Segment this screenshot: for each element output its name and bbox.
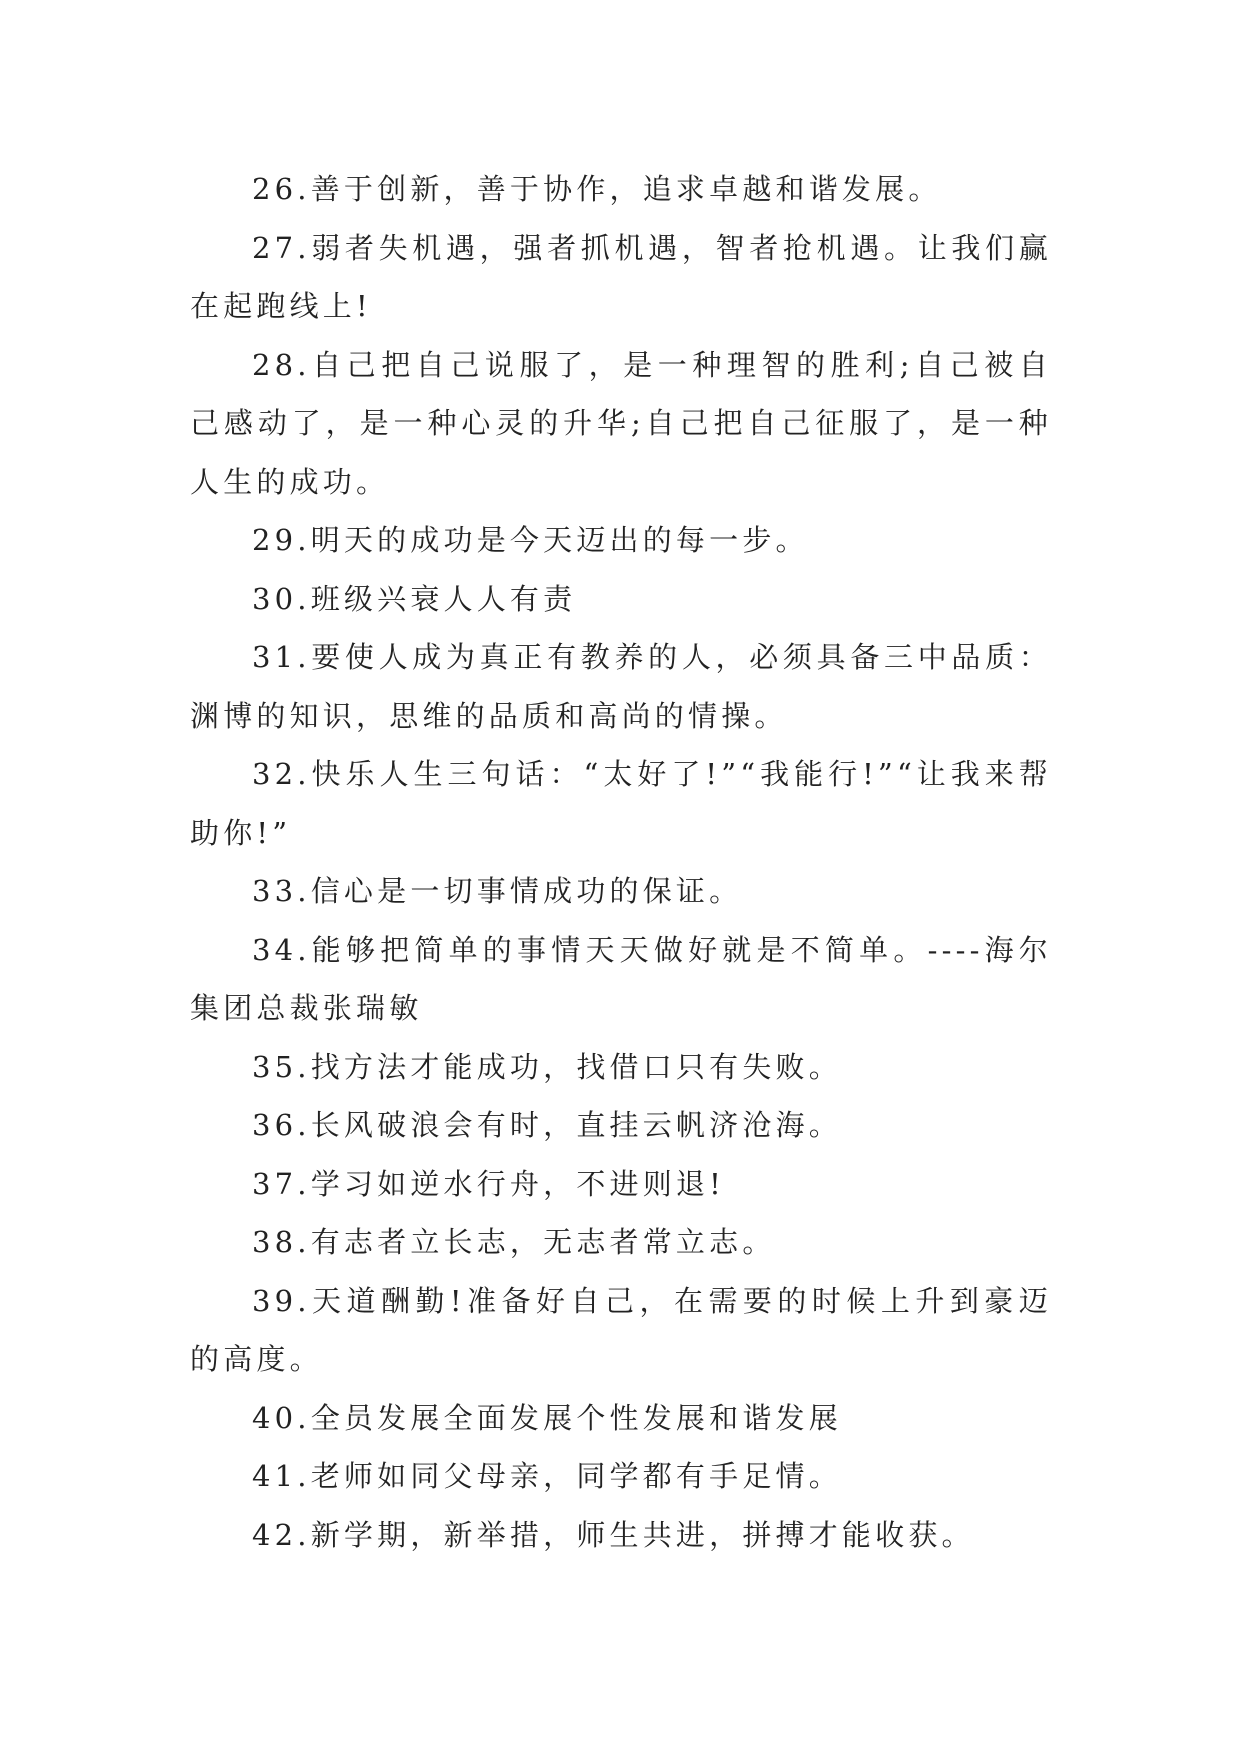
paragraph-34: 34.能够把简单的事情天天做好就是不简单。----海尔集团总裁张瑞敏 (190, 932, 1052, 1025)
paragraph-29: 29.明天的成功是今天迈出的每一步。 (252, 523, 809, 557)
paragraph-38: 38.有志者立长志，无志者常立志。 (252, 1225, 776, 1259)
paragraph-39: 39.天道酬勤!准备好自己，在需要的时候上升到豪迈的高度。 (190, 1283, 1052, 1376)
paragraph-30: 30.班级兴衰人人有责 (252, 581, 577, 616)
paragraph-41: 41.老师如同父母亲，同学都有手足情。 (252, 1459, 842, 1493)
paragraph-36: 36.长风破浪会有时，直挂云帆济沧海。 (252, 1108, 842, 1142)
paragraph-37: 37.学习如逆水行舟，不进则退! (252, 1166, 725, 1201)
document-body (190, 160, 1052, 1564)
paragraph-42: 42.新学期，新举措，师生共进，拼搏才能收获。 (252, 1517, 975, 1552)
paragraph-28: 28.自己把自己说服了，是一种理智的胜利;自己被自己感动了，是一种心灵的升华;自己把自己征服了，是一种人生的成功。 (190, 347, 1052, 499)
paragraph-31: 31.要使人成为真正有教养的人，必须具备三中品质：渊博的知识，思维的品质和高尚的情操。 (190, 640, 1052, 733)
paragraph-27: 27.弱者失机遇，强者抓机遇，智者抢机遇。让我们赢在起跑线上! (190, 230, 1052, 323)
paragraph-32: 32.快乐人生三句话：“太好了!”“我能行!”“让我来帮助你!” (190, 757, 1052, 850)
paragraph-33: 33.信心是一切事情成功的保证。 (252, 874, 743, 908)
paragraph-40: 40.全员发展全面发展个性发展和谐发展 (252, 1400, 842, 1435)
paragraph-35: 35.找方法才能成功，找借口只有失败。 (252, 1049, 842, 1084)
paragraph-26: 26.善于创新，善于协作，追求卓越和谐发展。 (252, 172, 942, 206)
